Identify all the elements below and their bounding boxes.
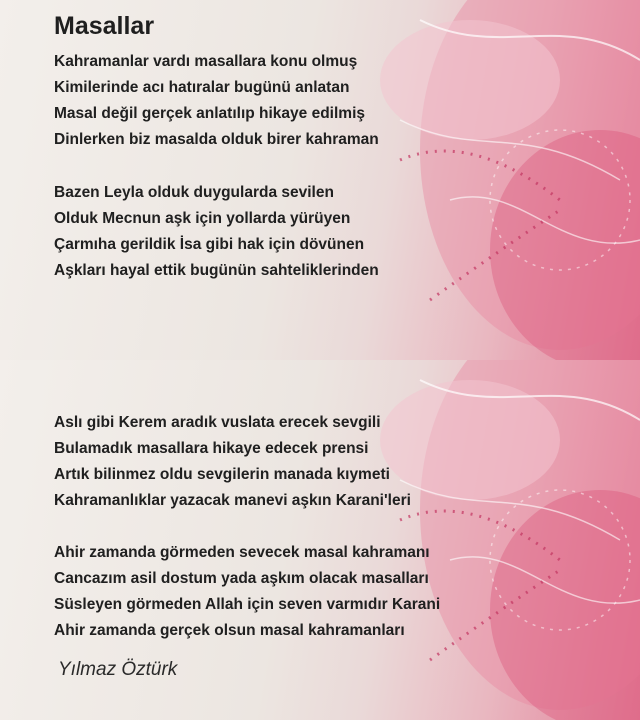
poem-line: Cancazım asil dostum yada aşkım olacak masalları bbox=[54, 570, 429, 587]
poem-line: Bulamadık masallara hikaye edecek prensi bbox=[54, 440, 369, 457]
poem-line: Aşkları hayal ettik bugünün sahteliklerinden bbox=[54, 262, 379, 279]
poem-line: Masal değil gerçek anlatılıp hikaye edilmiş bbox=[54, 105, 365, 122]
poem-line: Çarmıha gerildik İsa gibi hak için dövünen bbox=[54, 236, 365, 253]
poem-line: Artık bilinmez oldu sevgilerin manada kıymeti bbox=[54, 466, 390, 483]
poem-line: Ahir zamanda gerçek olsun masal kahramanları bbox=[54, 622, 405, 639]
poem-line: Kahramanlıklar yazacak manevi aşkın Karani'leri bbox=[54, 492, 411, 509]
poem-line: Süsleyen görmeden Allah için seven varmıdır Karani bbox=[54, 596, 441, 613]
poem-title: Masallar bbox=[54, 12, 155, 40]
stanza-4 bbox=[54, 540, 440, 644]
stanza-1 bbox=[54, 49, 379, 153]
poem-line: Kimilerinde acı hatıralar bugünü anlatan bbox=[54, 79, 350, 96]
stanza-2 bbox=[54, 180, 379, 284]
poem-author: Yılmaz Öztürk bbox=[58, 659, 178, 680]
stanza-3 bbox=[54, 410, 411, 514]
poem-line: Kahramanlar vardı masallara konu olmuş bbox=[54, 53, 358, 70]
poem-line: Olduk Mecnun aşk için yollarda yürüyen bbox=[54, 210, 351, 227]
poem-line: Bazen Leyla olduk duygularda sevilen bbox=[54, 184, 334, 201]
poem-line: Dinlerken biz masalda olduk birer kahraman bbox=[54, 131, 379, 148]
poem-line: Ahir zamanda görmeden sevecek masal kahramanı bbox=[54, 544, 430, 561]
poem-line: Aslı gibi Kerem aradık vuslata erecek sevgili bbox=[54, 414, 381, 431]
